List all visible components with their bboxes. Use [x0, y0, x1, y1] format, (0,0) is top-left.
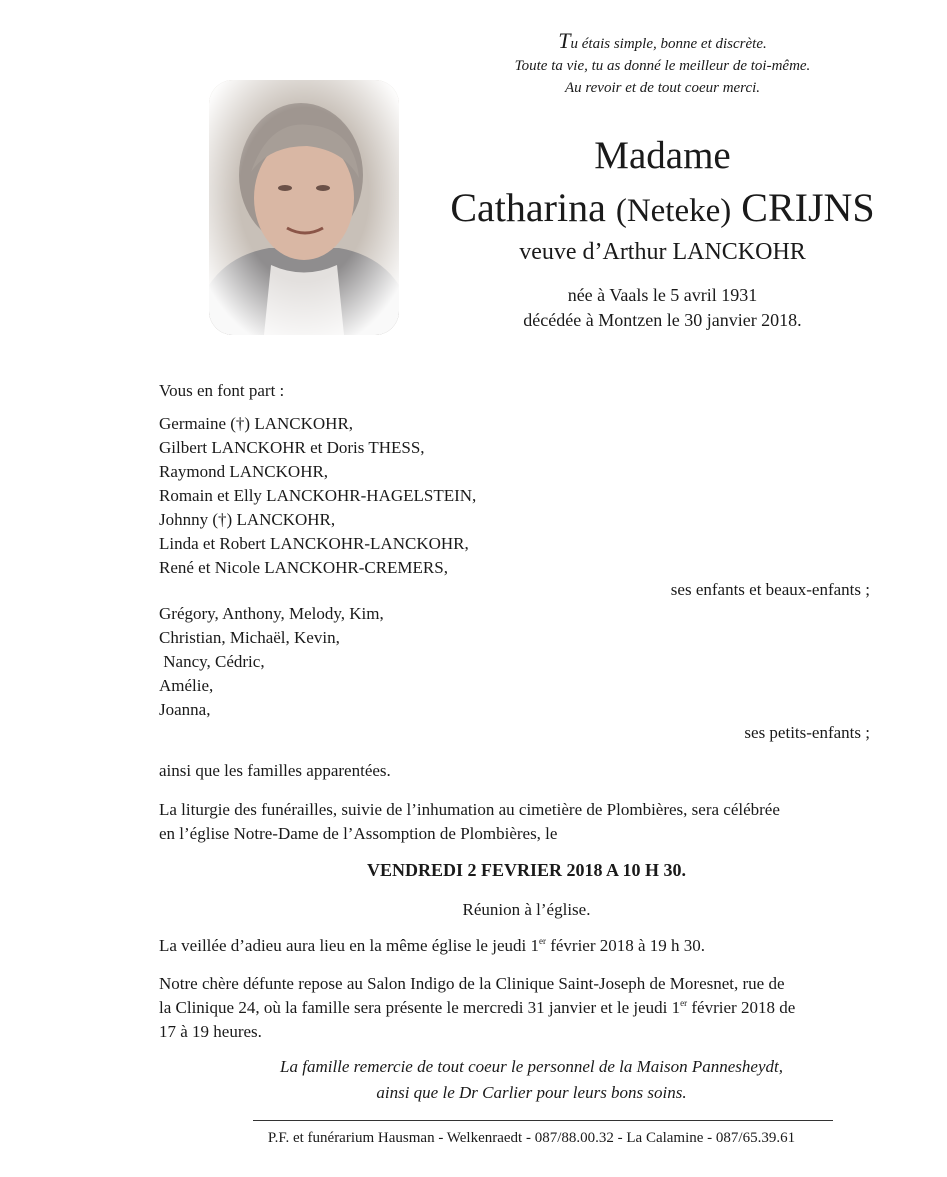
list-item: Germaine (†) LANCKOHR, [159, 414, 354, 433]
first-name: Catharina [450, 185, 606, 230]
list-item: Gilbert LANCKOHR et Doris THESS, [159, 438, 425, 457]
poem-initial: T [558, 28, 571, 53]
thanks-line-2: ainsi que le Dr Carlier pour leurs bons soins. [376, 1083, 687, 1102]
deceased-title: Madame [594, 134, 731, 177]
rest-paragraph [159, 972, 904, 1044]
grandchildren-list [159, 602, 384, 722]
life-dates [430, 283, 895, 333]
poem [430, 30, 895, 99]
children-list [159, 412, 476, 580]
ceremony-date: VENDREDI 2 FEVRIER 2018 A 10 H 30. [366, 860, 687, 880]
vigil-line: La veillée d’adieu aura lieu en la même église le jeudi 1er février 2018 à 19 h 30. [159, 936, 706, 955]
list-item: Amélie, [159, 676, 214, 695]
poem-line-1: Tu étais simple, bonne et discrète. [558, 28, 767, 53]
grandchildren-label: ses petits-enfants ; [744, 723, 870, 742]
widow-line: veuve d’Arthur LANCKOHR [519, 239, 806, 265]
children-label: ses enfants et beaux-enfants ; [670, 580, 870, 599]
rest-line-3: 17 à 19 heures. [159, 1022, 262, 1041]
list-item: René et Nicole LANCKOHR-CREMERS, [159, 558, 448, 577]
portrait-illustration [209, 80, 399, 335]
liturgy-line-1: La liturgie des funérailles, suivie de l’inhumation au cimetière de Plombières, sera célébrée [159, 800, 780, 819]
footer-divider [253, 1120, 833, 1121]
funeral-home-footer: P.F. et funérarium Hausman - Welkenraedt - 087/88.00.32 - La Calamine - 087/65.39.61 [267, 1130, 796, 1146]
rest-line-1: Notre chère défunte repose au Salon Indigo de la Clinique Saint-Joseph de Moresnet, rue de [159, 974, 785, 993]
list-item: Linda et Robert LANCKOHR-LANCKOHR, [159, 534, 469, 553]
list-item: Joanna, [159, 700, 211, 719]
last-name: CRIJNS [741, 185, 875, 230]
families-line: ainsi que les familles apparentées. [159, 761, 391, 780]
rest-line-2: la Clinique 24, où la famille sera présente le mercredi 31 janvier et le jeudi 1er février 2018 de [159, 998, 796, 1017]
list-item: Grégory, Anthony, Melody, Kim, [159, 604, 384, 623]
liturgy-line-2: en l’église Notre-Dame de l’Assomption de Plombières, le [159, 824, 558, 843]
deceased-name [400, 183, 925, 236]
poem-line-3: Au revoir et de tout coeur merci. [564, 80, 761, 96]
reunion-line: Réunion à l’église. [462, 900, 591, 919]
thanks-line-1: La famille remercie de tout coeur le personnel de la Maison Pannesheydt, [280, 1057, 783, 1076]
poem-line-2: Toute ta vie, tu as donné le meilleur de toi-même. [514, 58, 811, 74]
list-item: Christian, Michaël, Kevin, [159, 628, 340, 647]
birth-line: née à Vaals le 5 avril 1931 [567, 285, 758, 305]
list-item: Raymond LANCKOHR, [159, 462, 329, 481]
announcement-intro: Vous en font part : [159, 381, 285, 400]
death-line: décédée à Montzen le 30 janvier 2018. [523, 310, 802, 330]
thanks-note [159, 1054, 904, 1106]
list-item: Johnny (†) LANCKOHR, [159, 510, 336, 529]
liturgy-paragraph [159, 798, 904, 846]
portrait-photo [209, 80, 399, 335]
list-item: Romain et Elly LANCKOHR-HAGELSTEIN, [159, 486, 477, 505]
list-item: Nancy, Cédric, [159, 652, 265, 671]
nickname: (Neteke) [615, 193, 732, 229]
